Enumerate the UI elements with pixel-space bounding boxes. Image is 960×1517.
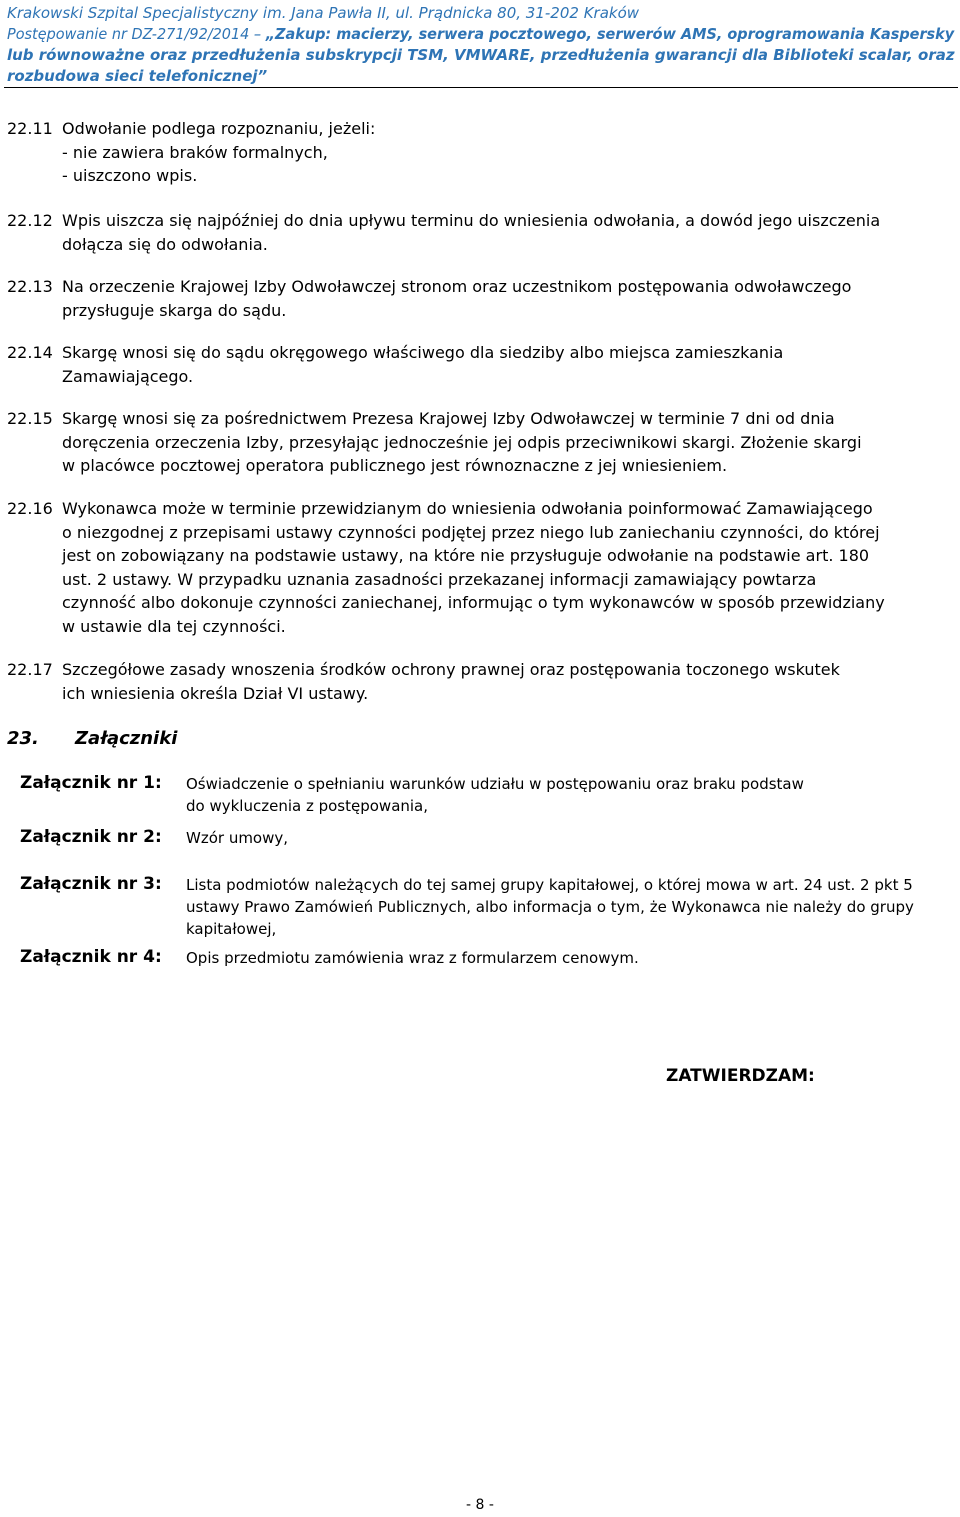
attachment-label: Załącznik nr 2: — [20, 827, 162, 847]
header-procedure-title: „Zakup: macierzy, serwera pocztowego, serwerów AMS, oprogramowania Kaspersky — [265, 25, 955, 43]
section-text-line: jest on zobowiązany na podstawie ustawy, na które nie przysługuje odwołanie na podstawie art. 180 — [62, 546, 870, 566]
attachment-description — [186, 773, 950, 817]
section-text — [62, 497, 949, 639]
section-number: 22.12 — [7, 211, 53, 230]
section-text-line: w ustawie dla tej czynności. — [62, 616, 286, 636]
section-number: 22.17 — [7, 660, 53, 679]
section-text-line: dołącza się do odwołania. — [62, 234, 268, 254]
attachment-4 — [20, 947, 950, 969]
attachments-heading — [7, 728, 177, 749]
section-text — [62, 658, 949, 705]
attachment-label: Załącznik nr 4: — [20, 947, 162, 967]
section-22-11 — [7, 117, 949, 188]
section-text-line: przysługuje skarga do sądu. — [62, 300, 287, 320]
section-text-line: o niezgodnej z przepisami ustawy czynności podjętej przez niego lub zaniechaniu czynności, do której — [62, 522, 880, 542]
section-22-14 — [7, 341, 949, 388]
section-number: 22.16 — [7, 499, 53, 518]
attachment-description — [186, 947, 950, 969]
header-procedure-title-cont: lub równoważne oraz przedłużenia subskrypcji TSM, VMWARE, przedłużenia gwarancji dla Biblioteki scalar, oraz — [7, 46, 955, 64]
section-text — [62, 341, 949, 388]
section-text-line: Wpis uiszcza się najpóźniej do dnia upływu terminu do wniesienia odwołania, a dowód jego uiszczenia — [62, 211, 881, 230]
attachment-description — [186, 827, 950, 849]
section-text — [62, 209, 949, 256]
section-text-line: Zamawiającego. — [62, 366, 194, 386]
section-22-16 — [7, 497, 949, 639]
attachment-description-line: do wykluczenia z postępowania, — [186, 797, 429, 815]
approval-label: ZATWIERDZAM: — [666, 1066, 815, 1086]
section-text-line: doręczenia orzeczenia Izby, przesyłając jednocześnie jej odpis przeciwnikowi skargi. Złożenie skargi — [62, 432, 862, 452]
header-hospital-line: Krakowski Szpital Specjalistyczny im. Jana Pawła II, ul. Prądnicka 80, 31-202 Kraków — [7, 4, 640, 22]
section-text-line: ust. 2 ustawy. W przypadku uznania zasadności przekazanej informacji zamawiający powtarza — [62, 569, 817, 589]
section-number: 22.13 — [7, 277, 53, 296]
attachment-description-line: Wzór umowy, — [186, 829, 289, 847]
section-22-15 — [7, 407, 949, 478]
section-text-line: Skargę wnosi się do sądu okręgowego właściwego dla siedziby albo miejsca zamieszkania — [62, 343, 784, 362]
header-procedure-title-end: rozbudowa sieci telefonicznej” — [7, 67, 268, 85]
attachment-description-line: Opis przedmiotu zamówienia wraz z formularzem cenowym. — [186, 949, 639, 967]
section-text-line: ich wniesienia określa Dział VI ustawy. — [62, 683, 369, 703]
section-text-line: czynność albo dokonuje czynności zaniechanej, informując o tym wykonawców w sposób przewidziany — [62, 593, 885, 613]
attachment-2 — [20, 827, 950, 849]
section-text-line: - nie zawiera braków formalnych, — [62, 142, 328, 162]
attachment-description-line: kapitałowej, — [186, 920, 277, 938]
section-text — [62, 117, 949, 188]
attachments-heading-number: 23. — [7, 728, 39, 749]
section-number: 22.11 — [7, 119, 53, 138]
attachment-label: Załącznik nr 3: — [20, 874, 162, 894]
section-text-line: Odwołanie podlega rozpoznaniu, jeżeli: — [62, 119, 376, 138]
section-text — [62, 275, 949, 322]
attachment-label: Załącznik nr 1: — [20, 773, 162, 793]
section-text-line: Na orzeczenie Krajowej Izby Odwoławczej stronom oraz uczestnikom postępowania odwoławczego — [62, 277, 852, 296]
section-text-line: Wykonawca może w terminie przewidzianym do wniesienia odwołania poinformować Zamawiającego — [62, 499, 873, 518]
section-text-line: - uiszczono wpis. — [62, 166, 198, 186]
section-22-13 — [7, 275, 949, 322]
header-procedure-number: Postępowanie nr DZ-271/92/2014 – — [7, 25, 266, 43]
section-number: 22.15 — [7, 409, 53, 428]
attachment-description-line: Oświadczenie o spełnianiu warunków udziału w postępowaniu oraz braku podstaw — [186, 775, 804, 793]
section-text — [62, 407, 949, 478]
attachments-heading-title: Załączniki — [75, 728, 178, 749]
section-text-line: Skargę wnosi się za pośrednictwem Prezesa Krajowej Izby Odwoławczej w terminie 7 dni od dnia — [62, 409, 835, 428]
attachment-description-line: Lista podmiotów należących do tej samej grupy kapitałowej, o której mowa w art. 24 ust. 2 pkt 5 — [186, 876, 913, 894]
section-22-12 — [7, 209, 949, 256]
section-text-line: w placówce pocztowej operatora publicznego jest równoznaczne z jej wniesieniem. — [62, 456, 728, 476]
page-number: - 8 - — [466, 1497, 494, 1513]
header-divider — [4, 87, 958, 88]
attachment-3 — [20, 874, 950, 940]
attachment-description — [186, 874, 950, 940]
section-number: 22.14 — [7, 343, 53, 362]
attachment-1 — [20, 773, 950, 817]
section-text-line: Szczegółowe zasady wnoszenia środków ochrony prawnej oraz postępowania toczonego wskutek — [62, 660, 840, 679]
header-procedure-line — [7, 24, 954, 45]
attachment-description-line: ustawy Prawo Zamówień Publicznych, albo informacja o tym, że Wykonawca nie należy do grupy — [186, 898, 914, 916]
section-22-17 — [7, 658, 949, 705]
